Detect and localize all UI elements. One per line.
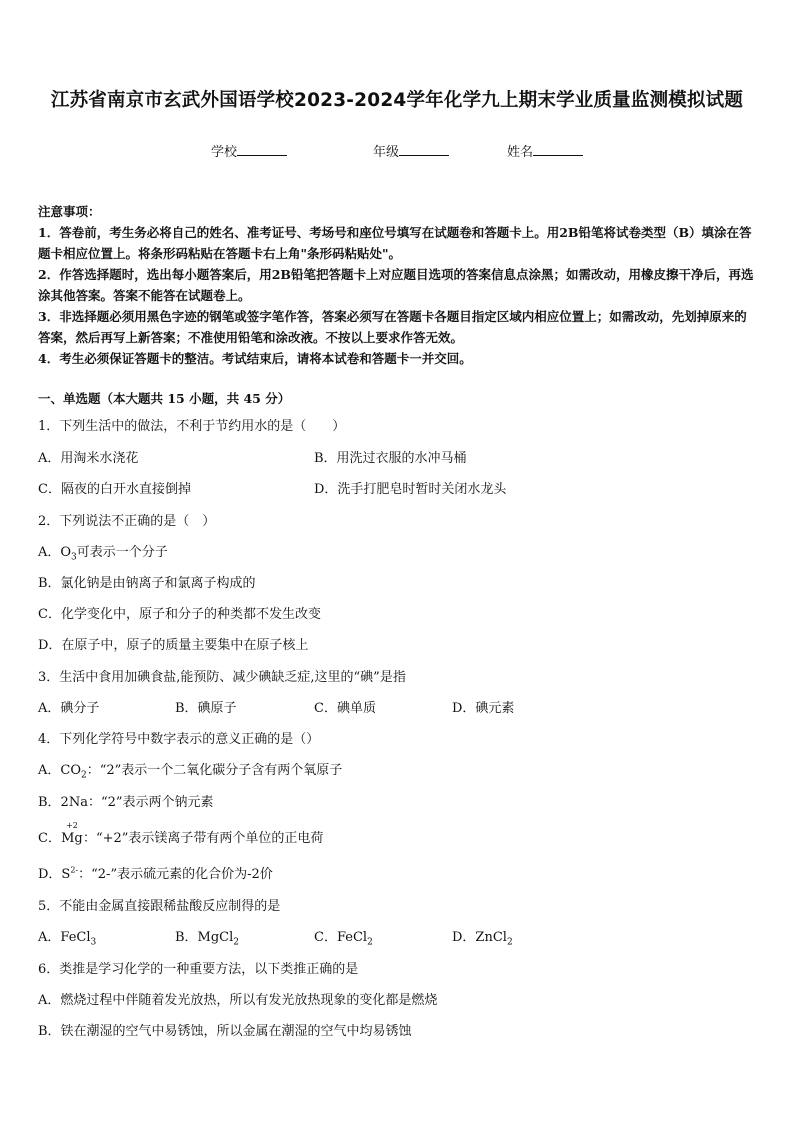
q2-option-a	[38, 541, 168, 563]
q1-option-c: C．隔夜的白开水直接倒掉	[38, 482, 191, 497]
q4-option-b: B．2Na：“2”表示两个钠元素	[38, 795, 214, 810]
name-label: 姓名	[507, 145, 534, 160]
question-5-stem: 5．不能由金属直接跟稀盐酸反应制得的是	[38, 899, 281, 914]
q3-option-d: D．碘元素	[452, 701, 515, 716]
q5-d-subscript: 2	[506, 937, 513, 948]
q5-b-prefix: B．MgCl	[175, 930, 234, 945]
notice-item: 2．作答选择题时，选出每小题答案后，用2B铅笔把答题卡上对应题目选项的答案信息点涂黑；如需改动，用橡皮擦干净后，再选涂其他答案。答案不能答在试题卷上。	[38, 267, 754, 303]
question-3-stem: 3．生活中食用加碘食盐,能预防、减少碘缺乏症,这里的“碘”是指	[38, 670, 406, 685]
q4-c-valence: +2	[66, 821, 78, 830]
grade-blank	[399, 143, 449, 156]
q3-option-b: B．碘原子	[175, 701, 237, 716]
q6-option-b: B．铁在潮湿的空气中易锈蚀，所以金属在潮湿的空气中均易锈蚀	[38, 1024, 412, 1039]
section-heading: 一、单选题（本大题共 15 小题，共 45 分）	[38, 391, 291, 406]
question-4-stem: 4．下列化学符号中数字表示的意义正确的是（）	[38, 732, 320, 747]
q4-a-text: ：“2”表示一个二氧化碳分子含有两个氧原子	[86, 763, 343, 778]
q4-option-c	[38, 821, 324, 846]
q2-option-d: D．在原子中，原子的质量主要集中在原子核上	[38, 638, 309, 653]
q5-option-a	[38, 926, 96, 948]
q4-c-symbol: Mg	[61, 831, 83, 846]
grade-label: 年级	[373, 145, 400, 160]
q2-option-b: B．氯化钠是由钠离子和氯离子构成的	[38, 576, 256, 591]
q4-option-a	[38, 759, 342, 781]
q2-a-prefix: A．O	[38, 545, 72, 560]
q4-d-text: ：“2-”表示硫元素的化合价为-2价	[78, 867, 273, 882]
q4-d-superscript: 2-	[70, 865, 79, 875]
q1-option-d: D．洗手打肥皂时暂时关闭水龙头	[314, 482, 507, 497]
q3-option-a: A．碘分子	[38, 701, 100, 716]
q2-a-subscript: 3	[71, 552, 77, 563]
notice-item: 3．非选择题必须用黑色字迹的钢笔或签字笔作答，答案必须写在答题卡各题目指定区域内相应位置上；如需改动，先划掉原来的答案，然后再写上新答案；不准使用铅笔和涂改液。不按以上要求作答无效。	[38, 309, 747, 345]
q5-c-subscript: 2	[367, 937, 373, 948]
school-field	[211, 141, 287, 160]
q4-a-subscript: 2	[81, 770, 87, 781]
q5-option-b	[175, 926, 239, 948]
notice-heading: 注意事项：	[38, 204, 101, 219]
q4-c-prefix: C．	[38, 831, 61, 846]
q5-option-c	[314, 926, 373, 948]
q5-a-subscript: 3	[90, 937, 97, 948]
name-blank	[533, 143, 583, 156]
school-blank	[237, 143, 287, 156]
q5-option-d	[452, 926, 513, 948]
page-title: 江苏省南京市玄武外国语学校2023-2024学年化学九上期末学业质量监测模拟试题	[50, 90, 744, 111]
question-1-stem: 1．下列生活中的做法，不利于节约用水的是（ ）	[38, 419, 346, 434]
q5-c-prefix: C．FeCl	[314, 930, 368, 945]
notice-block	[38, 201, 758, 369]
grade-field	[373, 141, 449, 160]
q2-option-c: C．化学变化中，原子和分子的种类都不发生改变	[38, 607, 321, 622]
q4-d-prefix: D．S	[38, 867, 71, 882]
q1-option-a: A．用淘米水浇花	[38, 451, 139, 466]
name-field	[507, 141, 583, 160]
q2-a-text: 可表示一个分子	[76, 545, 168, 560]
question-6-stem: 6．类推是学习化学的一种重要方法，以下类推正确的是	[38, 962, 359, 977]
school-label: 学校	[211, 145, 238, 160]
q6-option-a: A．燃烧过程中伴随着发光放热，所以有发光放热现象的变化都是燃烧	[38, 993, 438, 1008]
q5-b-subscript: 2	[233, 937, 240, 948]
q4-c-text: ：“+2”表示镁离子带有两个单位的正电荷	[82, 831, 324, 846]
notice-item: 4．考生必须保证答题卡的整洁。考试结束后，请将本试卷和答题卡一并交回。	[38, 351, 472, 366]
question-2-stem: 2．下列说法不正确的是（ ）	[38, 514, 216, 529]
q4-a-prefix: A．CO	[38, 763, 81, 778]
q5-a-prefix: A．FeCl	[38, 930, 91, 945]
notice-item: 1．答卷前，考生务必将自己的姓名、准考证号、考场号和座位号填写在试题卷和答题卡上。用2B铅笔将试卷类型（B）填涂在答题卡相应位置上。将条形码粘贴在答题卡右上角"条形码粘贴处"。	[38, 225, 752, 261]
q5-d-prefix: D．ZnCl	[452, 930, 507, 945]
q1-option-b: B．用洗过衣服的水冲马桶	[314, 451, 467, 466]
q3-option-c: C．碘单质	[314, 701, 376, 716]
q4-c-formula	[61, 821, 83, 846]
q4-option-d	[38, 863, 273, 882]
